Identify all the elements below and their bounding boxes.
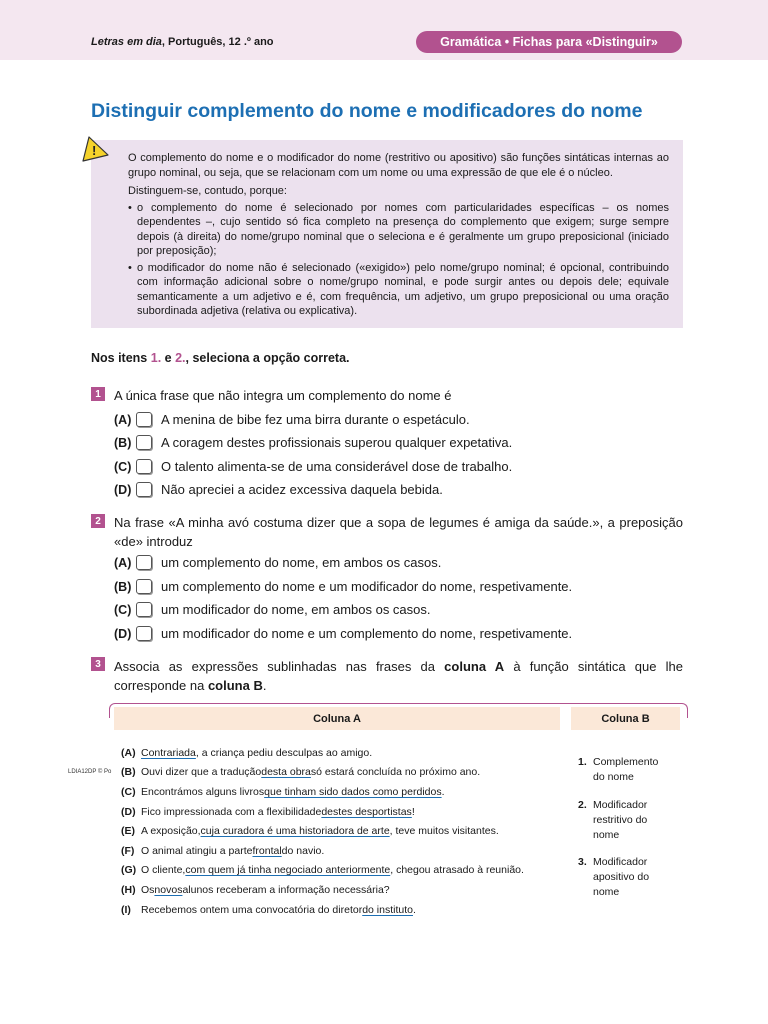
column-b-item: 3. Modificador apositivo do nome	[578, 856, 650, 898]
info-paragraph: Distinguem-se, contudo, porque:	[128, 185, 287, 197]
column-a-row: (H) Os novos alunos receberam a informação necessária?	[121, 884, 390, 896]
column-b-header: Coluna B	[571, 707, 680, 730]
checkbox[interactable]	[136, 626, 152, 641]
column-a-row: (C) Encontrámos alguns livros que tinham sido dados como perdidos .	[121, 786, 445, 798]
book-reference: Letras em dia, Português, 12 .º ano	[91, 36, 274, 48]
column-b-item: 2. Modificador restritivo do nome	[578, 799, 648, 841]
instruction: Nos itens 1. e 2., seleciona a opção correta.	[91, 351, 350, 365]
option-row[interactable]: (B) A coragem destes profissionais superou qualquer expetativa.	[114, 435, 513, 450]
question-number: 2	[91, 514, 105, 528]
option-row[interactable]: (C) O talento alimenta-se de uma considerável dose de trabalho.	[114, 459, 513, 474]
question-number: 1	[91, 387, 105, 401]
checkbox[interactable]	[136, 602, 152, 617]
option-row[interactable]: (B) um complemento do nome e um modificador do nome, respetivamente.	[114, 579, 573, 594]
option-row[interactable]: (A) A menina de bibe fez uma birra durante o espetáculo.	[114, 412, 470, 427]
question-text: A única frase que não integra um complemento do nome é	[114, 388, 452, 403]
checkbox[interactable]	[136, 435, 152, 450]
question-text: Associa as expressões sublinhadas nas frases da coluna A à função sintática que lhe corresponde na coluna B.	[114, 659, 683, 693]
question-text: Na frase «A minha avó costuma dizer que a sopa de legumes é amiga da saúde.», a preposição «de» introduz	[114, 515, 683, 549]
checkbox[interactable]	[136, 459, 152, 474]
column-a-row: (F) O animal atingiu a parte frontal do navio.	[121, 845, 325, 857]
option-row[interactable]: (D) Não apreciei a acidez excessiva daquela bebida.	[114, 482, 443, 497]
checkbox[interactable]	[136, 555, 152, 570]
info-paragraph: O complemento do nome e o modificador do nome (restritivo ou apositivo) são funções sintáticas internas ao grupo nominal, ou seja, que se relacionam com um nome ou uma expressão de que ele é o núcleo.	[128, 152, 669, 179]
page-title: Distinguir complemento do nome e modificadores do nome	[91, 100, 643, 122]
column-a-row: (E) A exposição, cuja curadora é uma historiadora de arte , teve muitos visitantes.	[121, 825, 499, 837]
section-pill: Gramática • Fichas para «Distinguir»	[416, 31, 682, 53]
checkbox[interactable]	[136, 482, 152, 497]
column-a-row: (A) Contrariada , a criança pediu desculpas ao amigo.	[121, 747, 373, 759]
side-code: LDIA12DP © Po	[68, 769, 112, 775]
info-text	[128, 151, 669, 321]
column-a-row: (D) Fico impressionada com a flexibilidade destes desportistas !	[121, 806, 415, 818]
option-row[interactable]: (D) um modificador do nome e um complemento do nome, respetivamente.	[114, 626, 573, 641]
column-a-row: (G) O cliente, com quem já tinha negociado anteriormente , chegou atrasado à reunião.	[121, 864, 524, 876]
option-row[interactable]: (C) um modificador do nome, em ambos os casos.	[114, 602, 431, 617]
column-a-row: (B) Ouvi dizer que a tradução desta obra só estará concluída no próximo ano.	[121, 766, 481, 778]
question-number: 3	[91, 657, 105, 671]
svg-text:!: !	[92, 143, 97, 158]
info-bullet: • o modificador do nome não é selecionado («exigido») pelo nome/grupo nominal; é opcional, contribuindo com informação adicional sobre o nome/grupo nominal, e pode surgir antes ou depois dele; equivale semanticamente a um adjetivo e é, com frequência, um adjetivo, um grupo preposicional ou uma oração subordinada adjetiva (relativa ou explicativa).	[128, 261, 669, 317]
warning-triangle-icon	[80, 135, 110, 163]
checkbox[interactable]	[136, 579, 152, 594]
option-row[interactable]: (A) um complemento do nome, em ambos os casos.	[114, 555, 442, 570]
column-a-header: Coluna A	[114, 707, 560, 730]
column-b-item: 1. Complemento do nome	[578, 756, 659, 783]
info-bullet: • o complemento do nome é selecionado por nomes com particularidades específicas – os nomes dependentes –, cujo sentido só fica completo na presença do complemento que exigem; surge sempre depois (à direita) do nome/grupo nominal que o seleciona e é geralmente um grupo preposicional (iniciado por preposição);	[128, 201, 669, 257]
column-a-row: (I) Recebemos ontem uma convocatória do diretor do instituto .	[121, 904, 416, 916]
checkbox[interactable]	[136, 412, 152, 427]
